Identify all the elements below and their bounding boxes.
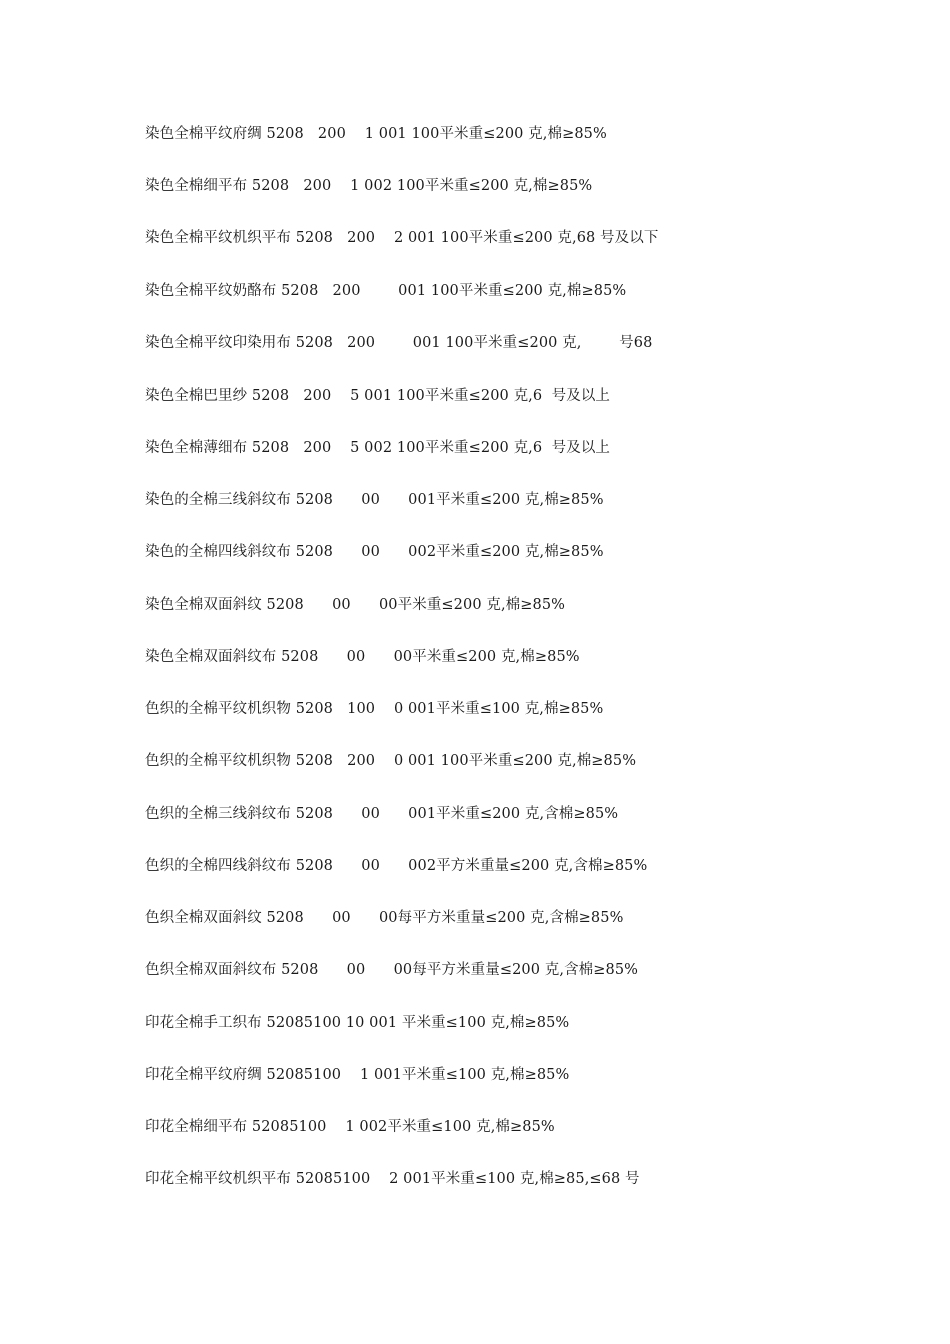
text-line: 色织全棉双面斜纹布 5208 00 00每平方米重量≤200 克,含棉≥85% <box>145 962 639 978</box>
text-line: 印花全棉手工织布 52085100 10 001 平米重≤100 克,棉≥85% <box>145 1015 570 1031</box>
text-line: 色织的全棉四线斜纹布 5208 00 002平方米重量≤200 克,含棉≥85% <box>145 858 648 874</box>
text-line: 染色的全棉四线斜纹布 5208 00 002平米重≤200 克,棉≥85% <box>145 544 604 560</box>
text-line: 染色全棉巴里纱 5208 200 5 001 100平米重≤200 克,6 号及以上 <box>145 388 611 404</box>
text-line: 染色全棉平纹奶酪布 5208 200 001 100平米重≤200 克,棉≥85% <box>145 283 627 299</box>
text-line: 印花全棉平纹府绸 52085100 1 001平米重≤100 克,棉≥85% <box>145 1067 570 1083</box>
text-line: 染色全棉双面斜纹 5208 00 00平米重≤200 克,棉≥85% <box>145 597 566 613</box>
text-line: 色织的全棉三线斜纹布 5208 00 001平米重≤200 克,含棉≥85% <box>145 806 619 822</box>
text-line: 色织全棉双面斜纹 5208 00 00每平方米重量≤200 克,含棉≥85% <box>145 910 624 926</box>
text-line: 色织的全棉平纹机织物 5208 200 0 001 100平米重≤200 克,棉≥85% <box>145 753 637 769</box>
text-line: 印花全棉细平布 52085100 1 002平米重≤100 克,棉≥85% <box>145 1119 555 1135</box>
text-line: 印花全棉平纹机织平布 52085100 2 001平米重≤100 克,棉≥85,≤68 号 <box>145 1171 640 1187</box>
text-line: 染色全棉平纹机织平布 5208 200 2 001 100平米重≤200 克,68 号及以下 <box>145 230 659 246</box>
text-line: 色织的全棉平纹机织物 5208 100 0 001平米重≤100 克,棉≥85% <box>145 701 604 717</box>
text-line: 染色的全棉三线斜纹布 5208 00 001平米重≤200 克,棉≥85% <box>145 492 604 508</box>
text-line: 染色全棉薄细布 5208 200 5 002 100平米重≤200 克,6 号及以上 <box>145 440 611 456</box>
text-line: 染色全棉双面斜纹布 5208 00 00平米重≤200 克,棉≥85% <box>145 649 580 665</box>
text-line: 染色全棉细平布 5208 200 1 002 100平米重≤200 克,棉≥85% <box>145 178 593 194</box>
text-line: 染色全棉平纹印染用布 5208 200 001 100平米重≤200 克, 号68 <box>145 335 653 351</box>
text-line: 染色全棉平纹府绸 5208 200 1 001 100平米重≤200 克,棉≥85% <box>145 126 607 142</box>
